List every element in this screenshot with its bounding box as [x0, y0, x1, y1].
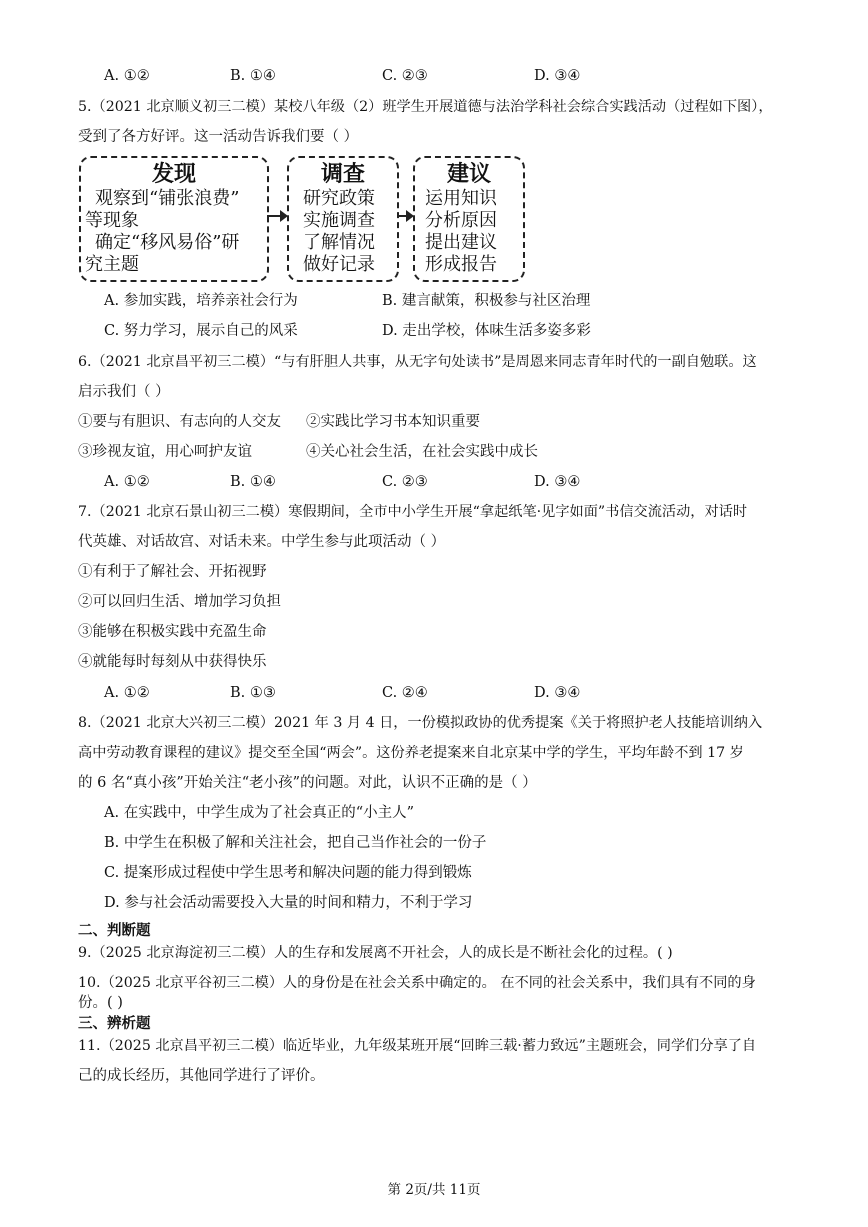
q7-item-3: ③能够在积极实践中充盈生命 [78, 624, 267, 640]
diagram-box-suggest-line: 运用知识 [425, 188, 497, 209]
q6-option-b: B. ①④ [230, 474, 276, 490]
q7-stem-line1: 7.（2021 北京石景山初三二模）寒假期间，全市中小学生开展“拿起纸笔·见字如面”书信交流活动，对话时 [78, 504, 748, 520]
diagram-box-suggest-line: 形成报告 [425, 254, 497, 275]
q8-option-c: C. 提案形成过程使中学生思考和解决问题的能力得到锻炼 [104, 865, 472, 881]
diagram-box-discover [79, 156, 269, 282]
q7-option-a: A. ①② [104, 685, 150, 701]
diagram-box-investigate [287, 156, 399, 282]
q10-line2: 份。( ) [78, 995, 123, 1011]
diagram-box-investigate-line: 了解情况 [303, 232, 375, 253]
q4-option-c: C. ②③ [382, 68, 428, 84]
diagram-box-discover-line: 等现象 [85, 210, 139, 231]
q11-line2: 己的成长经历，其他同学进行了评价。 [78, 1068, 325, 1084]
q4-option-b: B. ①④ [230, 68, 276, 84]
q8-stem-line1: 8.（2021 北京大兴初三二模）2021 年 3 月 4 日，一份模拟政协的优秀提案《关于将照护老人技能培训纳入 [78, 715, 763, 731]
diagram-box-investigate-line: 实施调查 [303, 210, 375, 231]
q8-option-a: A. 在实践中，中学生成为了社会真正的“小主人” [104, 805, 415, 821]
q6-item-3: ③珍视友谊，用心呵护友谊 [78, 444, 252, 460]
diagram-box-investigate-line: 研究政策 [303, 188, 375, 209]
q6-option-c: C. ②③ [382, 474, 428, 490]
diagram-box-discover-line: 确定“移风易俗”研 [95, 232, 240, 253]
diagram-box-discover-title: 发现 [151, 161, 196, 187]
q6-item-4: ④关心社会生活，在社会实践中成长 [306, 444, 538, 460]
q5-option-c: C. 努力学习，展示自己的风采 [104, 323, 298, 339]
diagram-box-discover-line: 观察到“铺张浪费” [95, 188, 240, 209]
diagram-box-suggest-line: 提出建议 [425, 232, 497, 253]
q8-option-b: B. 中学生在积极了解和关注社会，把自己当作社会的一份子 [104, 835, 487, 851]
q7-option-d: D. ③④ [534, 685, 581, 701]
q10-line1: 10.（2025 北京平谷初三二模）人的身份是在社会关系中确定的。 在不同的社会关系中，我们具有不同的身 [78, 975, 756, 991]
q6-stem-line1: 6.（2021 北京昌平初三二模）“与有肝胆人共事，从无字句处读书”是周恩来同志青年时代的一副自勉联。这 [78, 354, 757, 370]
q7-stem-line2: 代英雄、对话故宫、对话未来。中学生参与此项活动（ ） [78, 534, 446, 550]
page-footer: 第 2页/共 11页 [387, 1182, 481, 1198]
q7-item-2: ②可以回归生活、增加学习负担 [78, 594, 281, 610]
q8-stem-line3: 的 6 名“真小孩”开始关注“老小孩”的问题。对此，认识不正确的是（ ） [78, 775, 537, 791]
q8-option-d: D. 参与社会活动需要投入大量的时间和精力，不利于学习 [104, 895, 473, 911]
q5-stem-line1: 5.（2021 北京顺义初三二模）某校八年级（2）班学生开展道德与法治学科社会综合实践活动（过程如下图）， [78, 99, 773, 115]
diagram-arrow-1 [267, 215, 281, 217]
q7-item-4: ④就能每时每刻从中获得快乐 [78, 654, 267, 670]
section-title-analysis: 三、辨析题 [78, 1016, 151, 1032]
diagram-box-suggest [413, 156, 525, 282]
q5-option-d: D. 走出学校，体味生活多姿多彩 [382, 323, 591, 339]
q6-stem-line2: 启示我们（ ） [78, 384, 170, 400]
q6-item-2: ②实践比学习书本知识重要 [306, 414, 480, 430]
diagram-box-investigate-title: 调查 [320, 161, 365, 187]
diagram-box-investigate-line: 做好记录 [303, 254, 375, 275]
q6-item-1: ①要与有胆识、有志向的人交友 [78, 414, 281, 430]
q4-option-a: A. ①② [104, 68, 150, 84]
q6-option-a: A. ①② [104, 474, 150, 490]
diagram-box-suggest-title: 建议 [446, 161, 491, 187]
q5-option-b: B. 建言献策，积极参与社区治理 [382, 293, 591, 309]
q9-text: 9.（2025 北京海淀初三二模）人的生存和发展离不开社会，人的成长是不断社会化的过程。( ) [78, 945, 673, 961]
q7-option-b: B. ①③ [230, 685, 276, 701]
q7-option-c: C. ②④ [382, 685, 428, 701]
section-title-judgement: 二、判断题 [78, 923, 151, 939]
diagram-box-suggest-line: 分析原因 [425, 210, 497, 231]
q7-item-1: ①有利于了解社会、开拓视野 [78, 564, 267, 580]
q5-stem-line2: 受到了各方好评。这一活动告诉我们要（ ） [78, 129, 359, 145]
q11-line1: 11.（2025 北京昌平初三二模）临近毕业，九年级某班开展“回眸三载·蓄力致远”主题班会，同学们分享了自 [78, 1038, 757, 1054]
q8-stem-line2: 高中劳动教育课程的建议》提交至全国“两会”。这份养老提案来自北京某中学的学生，平均年龄不到 17 岁 [78, 745, 744, 761]
q5-option-a: A. 参加实践，培养亲社会行为 [104, 293, 298, 309]
q4-option-d: D. ③④ [534, 68, 581, 84]
diagram-arrow-2 [397, 215, 407, 217]
diagram-box-discover-line: 究主题 [85, 254, 139, 275]
q6-option-d: D. ③④ [534, 474, 581, 490]
